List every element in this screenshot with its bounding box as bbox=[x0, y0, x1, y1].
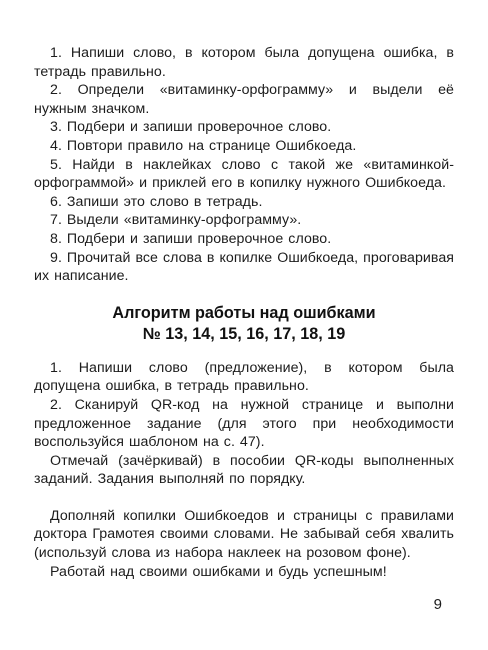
closing-paragraph: Дополняй копилки Ошибкоедов и страницы с правилами доктора Грамотея своими словами. Не забывай себя хвалить (используй слова из набора наклеек на розовом фоне). bbox=[34, 507, 454, 562]
heading-title: Алгоритм работы над ошибками bbox=[112, 303, 376, 322]
closing-text bbox=[34, 507, 454, 581]
list-item: 9. Прочитай все слова в копилке Ошибкоеда, проговаривая их написание. bbox=[34, 249, 454, 285]
list-item: 2. Сканируй QR-код на нужной странице и выполни предложенное задание (для этого при необходимости воспользуйся шаблоном на с. 47). bbox=[34, 396, 454, 451]
error-work-steps-list bbox=[34, 44, 454, 286]
section-heading bbox=[34, 303, 454, 345]
list-item: 3. Подбери и запиши проверочное слово. bbox=[50, 119, 332, 136]
list-item: 6. Запиши это слово в тетрадь. bbox=[50, 193, 263, 210]
page-content bbox=[34, 44, 454, 581]
closing-paragraph: Работай над своими ошибками и будь успешным! bbox=[50, 563, 387, 580]
heading-task-numbers: № 13, 14, 15, 16, 17, 18, 19 bbox=[142, 324, 346, 343]
paragraph-gap bbox=[34, 489, 454, 507]
list-item: 1. Напиши слово (предложение), в котором была допущена ошибка, в тетрадь правильно. bbox=[34, 359, 454, 395]
list-item: Отмечай (зачёркивай) в пособии QR-коды выполненных заданий. Задания выполняй по порядку. bbox=[34, 452, 454, 488]
list-item: 2. Определи «витаминку-орфограмму» и выдели её нужным значком. bbox=[34, 82, 454, 117]
page-number: 9 bbox=[433, 596, 442, 613]
list-item: 8. Подбери и запиши проверочное слово. bbox=[50, 230, 332, 247]
list-item: 4. Повтори правило на странице Ошибкоеда. bbox=[50, 137, 357, 154]
list-item: 5. Найди в наклейках слово с такой же «витаминкой-орфограммой» и приклей его в копилку нужного Ошибкоеда. bbox=[34, 156, 454, 192]
list-item: 1. Напиши слово, в котором была допущена ошибка, в тетрадь правильно. bbox=[34, 45, 454, 80]
list-item: 7. Выдели «витаминку-орфограмму». bbox=[50, 212, 302, 229]
algorithm-steps-list bbox=[34, 359, 454, 489]
